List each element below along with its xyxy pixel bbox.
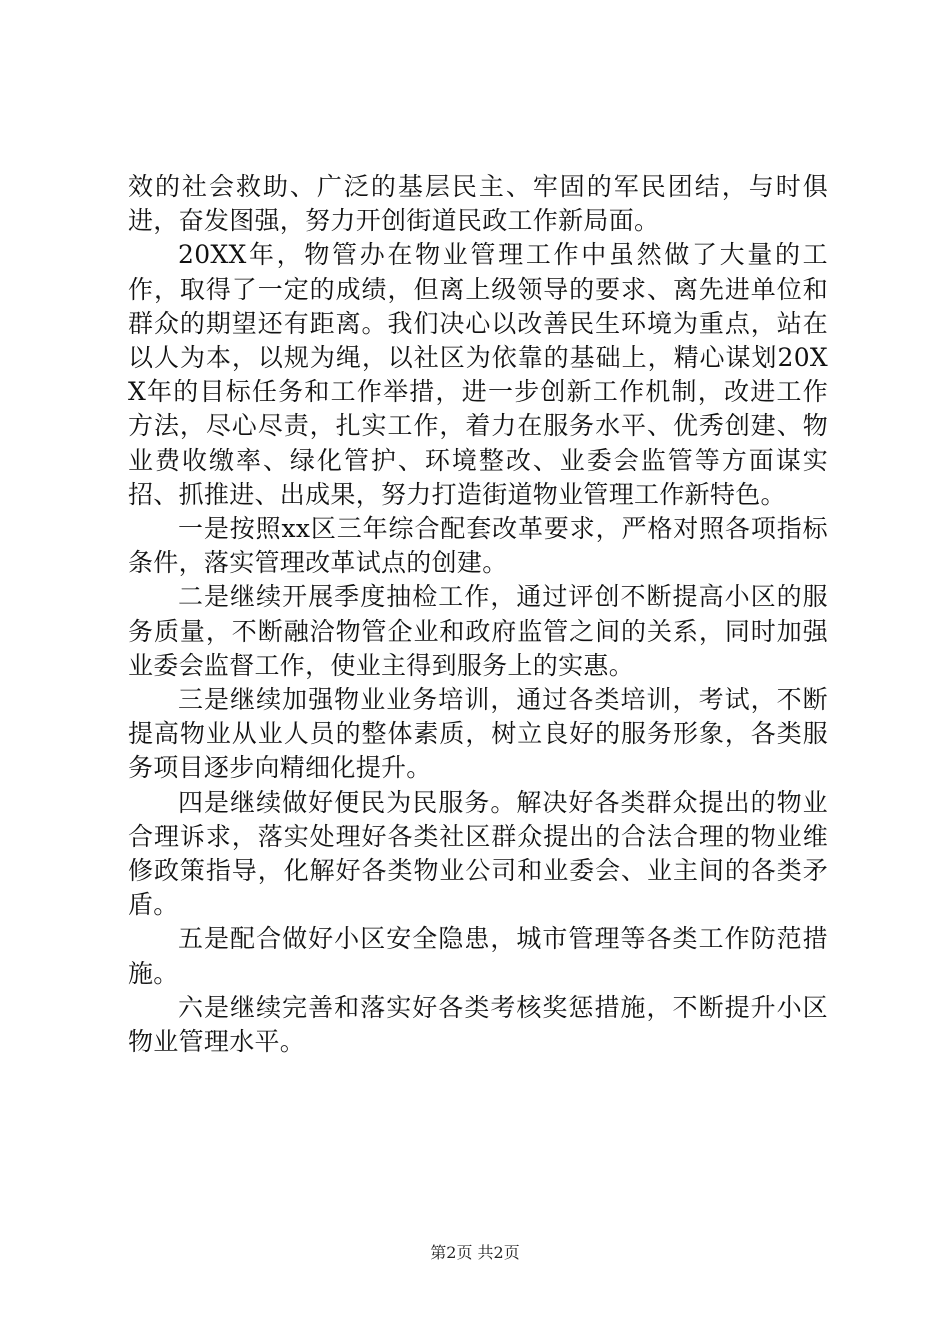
paragraph-continuation: 效的社会救助、广泛的基层民主、牢固的军民团结，与时俱进，奋发图强，努力开创街道民政工作新局面。 <box>128 172 828 236</box>
document-body <box>128 170 828 1059</box>
paragraph-item-4: 四是继续做好便民为民服务。解决好各类群众提出的物业合理诉求，落实处理好各类社区群众提出的合法合理的物业维修政策指导，化解好各类物业公司和业委会、业主间的各类矛盾。 <box>128 787 828 920</box>
paragraph-item-3: 三是继续加强物业业务培训，通过各类培训，考试，不断提高物业从业人员的整体素质，树立良好的服务形象，各类服务项目逐步向精细化提升。 <box>128 685 828 783</box>
paragraph-item-5: 五是配合做好小区安全隐患，城市管理等各类工作防范措施。 <box>128 924 828 988</box>
paragraph-item-6: 六是继续完善和落实好各类考核奖惩措施，不断提升小区物业管理水平。 <box>128 992 828 1057</box>
paragraph-summary: 20XX年，物管办在物业管理工作中虽然做了大量的工作，取得了一定的成绩，但离上级领导的要求、离先进单位和群众的期望还有距离。我们决心以改善民生环境为重点，站在以人为本，以规为绳，以社区为依靠的基础上，精心谋划20XX年的目标任务和工作举措，进一步创新工作机制，改进工作方法，尽心尽责，扎实工作，着力在服务水平、优秀创建、物业费收缴率、绿化管护、环境整改、业委会监管等方面谋实招、抓推进、出成果，努力打造街道物业管理工作新特色。 <box>128 240 828 509</box>
paragraph-item-2: 二是继续开展季度抽检工作，通过评创不断提高小区的服务质量，不断融洽物管企业和政府监管之间的关系，同时加强业委会监督工作，使业主得到服务上的实惠。 <box>128 582 828 680</box>
page-footer <box>0 1243 950 1263</box>
page-number: 第2页 共2页 <box>430 1243 520 1262</box>
paragraph-item-1: 一是按照xx区三年综合配套改革要求，严格对照各项指标条件，落实管理改革试点的创建。 <box>128 514 828 578</box>
